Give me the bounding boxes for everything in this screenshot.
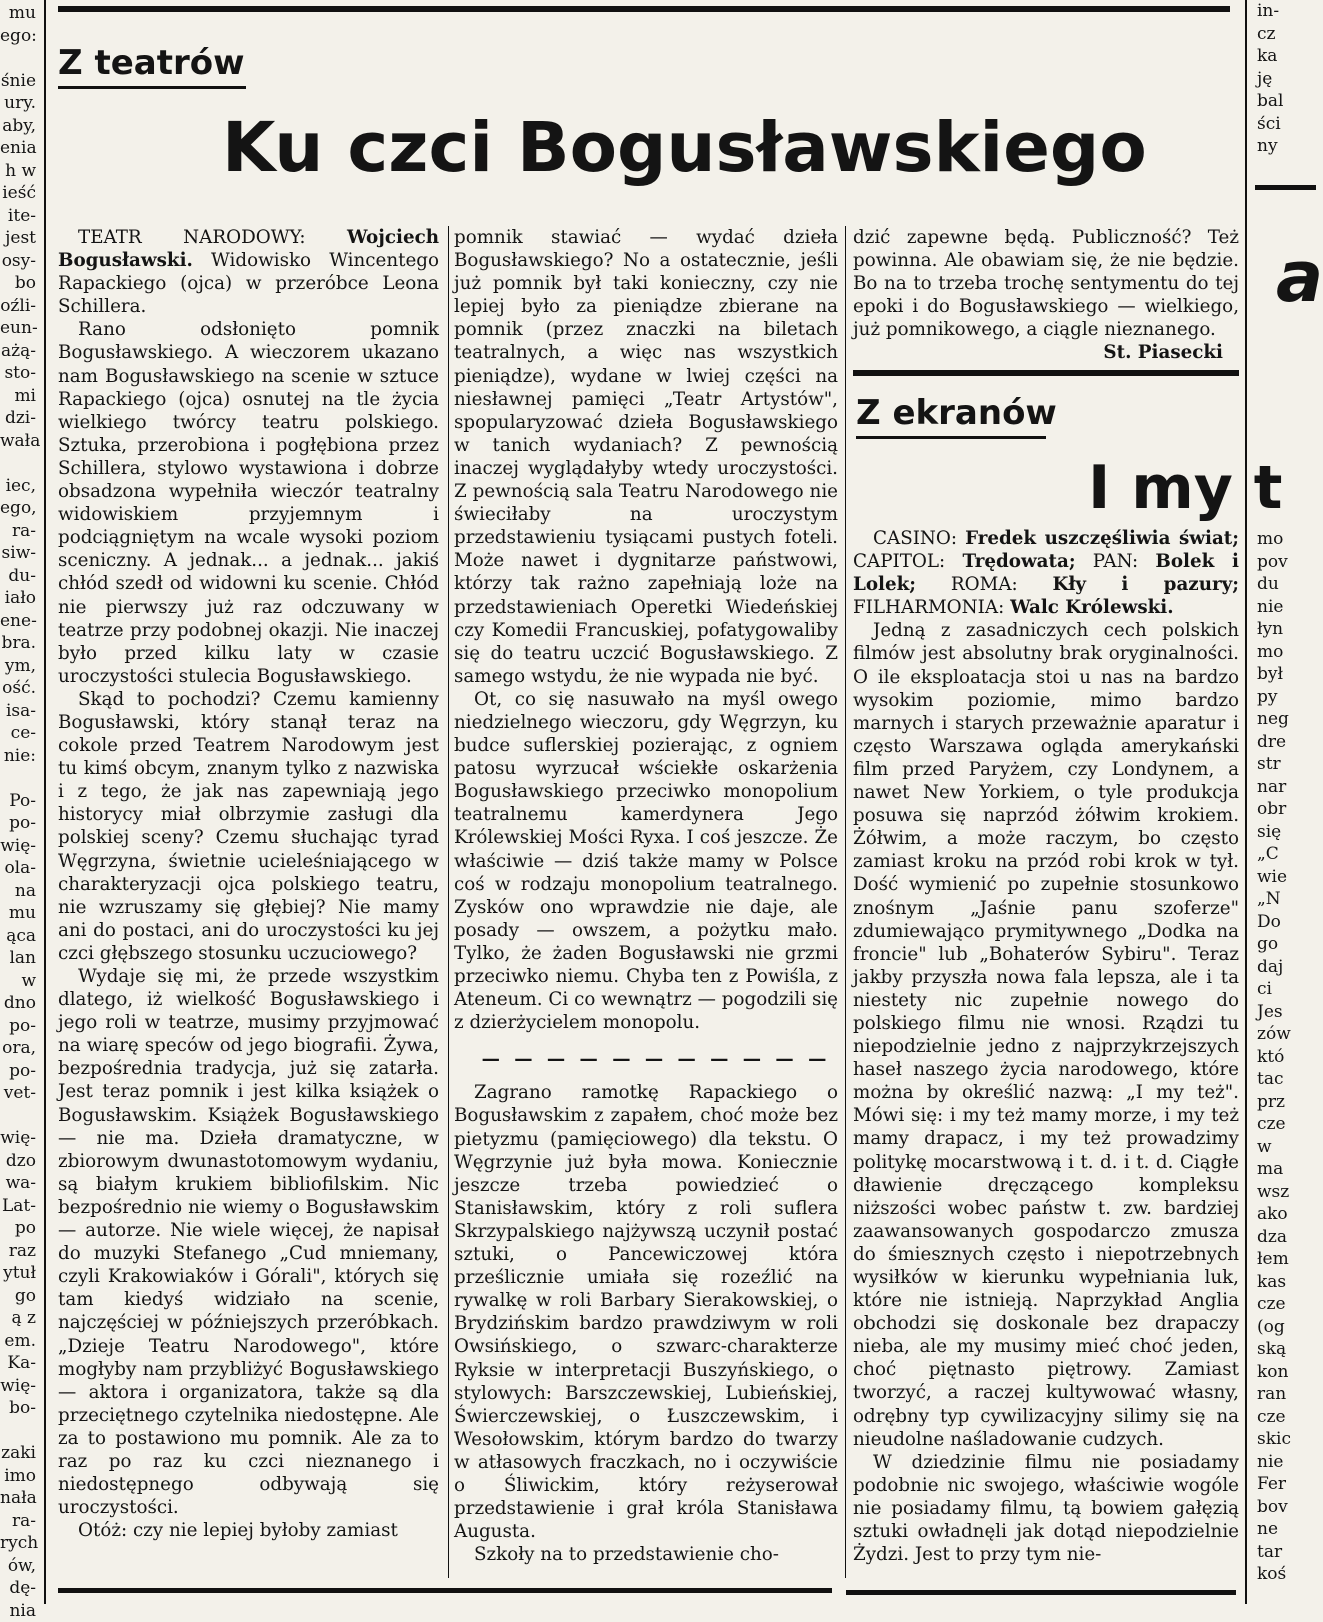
fragment-line: ym, [0,655,36,678]
fragment-line: łyn [1257,618,1316,641]
fragment-line [0,47,36,70]
fragment-line: isa- [0,700,36,723]
fragment-line: dza [1257,1226,1316,1249]
section-title-underline [856,436,1046,439]
fragment-line: dre [1257,731,1316,754]
fragment-line: ci [1257,978,1316,1001]
fragment-line: Jes [1257,1001,1316,1024]
cinema-name: PAN: [1076,551,1156,572]
fragment-line: du [1257,573,1316,596]
fragment-line [0,452,36,475]
fragment-line: eun- [0,317,36,340]
right-fragment-headline-glyph: a [1276,232,1323,322]
fragment-line: lan [0,947,36,970]
fragment-line: ce- [0,722,36,745]
fragment-line: nia [0,1600,36,1622]
fragment-line: ora, [0,1037,36,1060]
fragment-line: dno [0,992,36,1015]
fragment-line: osy- [0,250,36,273]
fragment-line: cz [1257,23,1316,46]
fragment-line: bo- [0,1397,36,1420]
fragment-line: Fer [1257,1473,1316,1496]
fragment-line: ran [1257,1383,1316,1406]
fragment-line: koś [1257,1563,1316,1586]
fragment-line: zaki [0,1442,36,1465]
paragraph: W dziedzinie filmu nie posiadamy podobnie nic swojego, właściwie wogóle nie posiadamy filmu, tą bowiem gałęzią sztuki owładnęli jak dotąd niepodzielnie Żydzi. Jest to przy tym nie- [853,1451,1239,1566]
fragment-line: „C [1257,843,1316,866]
fragment-line: py [1257,686,1316,709]
paragraph: dzić zapewne będą. Publiczność? Też powinna. Ale obawiam się, że nie będzie. Bo na to trzeba trochę sentymentu do tej epoki i do Bogusławskiego — wielkiego, już pomnikowego, a ciągle nieznanego. [853,226,1239,341]
left-column-fragment [0,2,36,1602]
fragment-line: bov [1257,1496,1316,1519]
fragment-line: wała [0,430,36,453]
article1-column-3 [853,226,1239,365]
fragment-line: pov [1257,551,1316,574]
fragment-line: bo [0,272,36,295]
section-title-ekrany: Z ekranów [856,393,1057,433]
fragment-line: sto- [0,362,36,385]
fragment-line: Po- [0,790,36,813]
fragment-line: oźli- [0,295,36,318]
fragment-line: mo [1257,528,1316,551]
cinema-name: CAPITOL: [853,551,962,572]
fragment-line: tar [1257,1541,1316,1564]
cinema-name: FILHARMONIA: [853,597,1010,618]
fragment-line: ieść [0,182,36,205]
fragment-line: po- [0,812,36,835]
left-vertical-rule [44,0,46,1604]
film-title: Kły i pazury; [1052,574,1239,595]
fragment-line: wię- [0,835,36,858]
author-signature: St. Piasecki [853,341,1239,364]
fragment-line: kon [1257,1361,1316,1384]
paragraph: Zagrano ramotkę Rapackiego o Bogusławskim z zapałem, choć może bez pietyzmu (pamięciowego) dla tekstu. O Węgrzynie już była mowa. Koniecznie jeszcze trzeba powiedzieć o Stanisławskim, który z roli suflera Skrzypalskiego najżywszą uczynił postać sztuki, o Pancewiczowej która prześlicznie umiała się rozeźlić na rywalkę w roli Barbary Sierakowskiej, o Brydzińskim bardzo prawdziwym w roli Owsińskiego, o szwarc-charakterze Ryksie w interpretacji Buszyńskiego, o stylowych: Barszczewskiej, Lubieńskiej, Świerczewskiej, o Łuszczewskim, i Wesołowskim, którym bardzo do twarzy w atłasowych fraczkach, no i oczywiście o Śliwickim, który reżyserował przedstawienie i grał króla Stanisława Augusta. [454,1081,838,1543]
fragment-line: ako [1257,1203,1316,1226]
cinema-name: ROMA: [916,574,1052,595]
fragment-line: wię- [0,1375,36,1398]
bottom-rule [58,1588,832,1593]
fragment-line: po- [0,1015,36,1038]
fragment-line: ego: [0,25,36,48]
fragment-line: (og [1257,1316,1316,1339]
fragment-line: zów [1257,1023,1316,1046]
fragment-line: na [0,880,36,903]
article-headline: Ku czci Bogusławskiego [222,105,1147,191]
fragment-line [0,767,36,790]
fragment-line: ne [1257,1518,1316,1541]
lead-play-title: Wojciech Bogusławski. [58,227,439,271]
paragraph: Ot, co się nasuwało na myśl owego niedzielnego wieczoru, gdy Węgrzyn, ku budce suflerskiej pozierając, z ogniem patosu wyrzucał wściekłe oskarżenia Bogusławskiego przeciwko monopolium teatralnemu kamerdynera Jego Królewskiej Mości Ryxa. I coś jeszcze. Że właściwie — dziś także mamy w Polsce coś w rodzaju monopolium teatralnego. Zysków ono wprawdzie nie daje, ale posady — owszem, a pożytku mało. Tylko, że żaden Bogusławski nie grzmi przeciwko niemu. Chyba ten z Powiśla, z Ateneum. Ci co wewnątrz — pogodzili się z dzierżycielem monopolu. [454,688,838,1034]
right-vertical-rule [1245,0,1247,1604]
fragment-line: imo [0,1465,36,1488]
fragment-line: ego, [0,497,36,520]
section-title-underline [58,86,246,89]
fragment-line: mo [1257,641,1316,664]
fragment-line: „N [1257,888,1316,911]
fragment-line: po- [0,1060,36,1083]
paragraph: Szkoły na to przedstawienie cho- [454,1543,838,1566]
fragment-line: cze [1257,1406,1316,1429]
fragment-line: w [1257,1136,1316,1159]
fragment-line [0,1105,36,1128]
fragment-line: nie: [0,745,36,768]
fragment-line: go [1257,933,1316,956]
fragment-line: Do [1257,911,1316,934]
right-column-fragment-top [1257,0,1316,170]
fragment-line: wię- [0,1127,36,1150]
fragment-line: mu [0,902,36,925]
fragment-line: dę- [0,1577,36,1600]
fragment-line: mi [0,385,36,408]
lead-venue: TEATR NARODOWY: [78,227,347,248]
fragment-line: nie [1257,596,1316,619]
fragment-line: łem [1257,1248,1316,1271]
film-title: Walc Królewski. [1010,597,1174,618]
column-rule [448,226,449,1578]
fragment-line: ola- [0,857,36,880]
article2-column [853,527,1239,1566]
fragment-line: enia [0,137,36,160]
fragment-line: ąca [0,925,36,948]
film-title: Bolek i Lolek; [853,551,1239,595]
cinema-name: CASINO: [873,528,965,549]
film-title: Fredek uszczęśliwia świat; [965,528,1239,549]
fragment-line: siw- [0,542,36,565]
fragment-line: wie [1257,866,1316,889]
fragment-line: cze [1257,1293,1316,1316]
cinema-listings [853,527,1239,619]
fragment-line: dzo [0,1150,36,1173]
fragment-line: któ [1257,1046,1316,1069]
fragment-line: się [1257,821,1316,844]
article2-headline: I my t [1088,450,1282,526]
paragraph: Rano odsłonięto pomnik Bogusławskiego. A wieczorem ukazano nam Bogusławskiego na scenie w sztuce Rapackiego (ojca) osnutej na tle życia wielkiego twórcy teatru polskiego. Sztuka, przerobiona i pogłębiona przez Schillera, stylowo wystawiona i dobrze obsadzona wypełniła wieczór teatralny widowiskiem przyjemnym i podciągniętym na wcale wysoki poziom sceniczny. A jednak... a jednak... jakiś chłód szedł od widowni ku scenie. Chłód nie pierwszy już raz odczuwany w teatrze przy podobnej okazji. Nie inaczej było przed kilku laty w czasie uroczystości stulecia Bogusławskiego. [58,318,439,688]
fragment-line: kas [1257,1271,1316,1294]
fragment-line: tac [1257,1068,1316,1091]
fragment-line: śnie [0,70,36,93]
fragment-line: h w [0,160,36,183]
fragment-line: ą z [0,1307,36,1330]
fragment-line: ytuł [0,1262,36,1285]
article2-top-rule [853,370,1239,376]
fragment-line: ra- [0,1510,36,1533]
fragment-line: str [1257,753,1316,776]
fragment-line: nie [1257,1451,1316,1474]
fragment-line: ny [1257,135,1316,158]
fragment-line: był [1257,663,1316,686]
fragment-line [0,1420,36,1443]
section-separator: — — — — — — — — — — — [454,1048,838,1071]
fragment-line: ów, [0,1555,36,1578]
fragment-line: po [0,1217,36,1240]
fragment-line: bal [1257,90,1316,113]
fragment-line: aby, [0,115,36,138]
column-rule [845,226,846,1578]
fragment-line: vet- [0,1082,36,1105]
fragment-line: neg [1257,708,1316,731]
fragment-line: iec, [0,475,36,498]
fragment-line: iało [0,587,36,610]
fragment-line: dzi- [0,407,36,430]
fragment-line: du- [0,565,36,588]
fragment-line: w [0,970,36,993]
fragment-line: ję [1257,68,1316,91]
fragment-line: Ka- [0,1352,36,1375]
article1-column-2 [454,226,838,1566]
film-title: Trędowata; [962,551,1075,572]
paragraph: Otóż: czy nie lepiej byłoby zamiast [58,1519,439,1542]
fragment-line: ene- [0,610,36,633]
fragment-line: skic [1257,1428,1316,1451]
fragment-line: ka [1257,45,1316,68]
fragment-line: obr [1257,798,1316,821]
fragment-line: mu [0,2,36,25]
paragraph: Jedną z zasadniczych cech polskich filmów jest absolutny brak oryginalności. O ile eksploatacja stoi u nas na bardzo wysokim poziomie, mimo bardzo marnych i starych przeważnie aparatur i często Warszawa ogląda amerykański film przed Paryżem, czy Londynem, a nawet New Yorkiem, o tyle produkcja posuwa się naprzód żółwim krokiem. Żółwim, a może raczym, bo często zamiast kroku na przód robi krok w tył. Dość wymienić po zupełnie stosunkowo znośnym „Jaśnie panu szoferze" zdumiewająco prymitywnego „Dodka na froncie" lub „Bohaterów Sybiru". Teraz jakby przyszła nowa fala lepsza, ale i ta niestety nic zupełnie nowego do polskiego filmu nie wnosi. Rządzi tu niepodzielnie jedno z najprzykrzejszych haseł naszego życia narodowego, które można by określić nazwą: „I my też". Mówi się: i my też mamy morze, i my też mamy drapacz, i my też prowadzimy politykę mocarstwową i t. d. i t. d. Ciągłe dławienie dręczącego kompleksu niższości wobec państw t. zw. bardziej zaawansowanych gospodarczo zmusza do śmiesznych często i niepotrzebnych wysiłków w kierunku wypełniania luk, które nie istnieją. Naprzykład Anglia obchodzi się doskonale bez drapaczy nieba, ale my musimy mieć choć jeden, choć piętnasto piętrowy. Zamiast tworzyć, a raczej kultywować własny, odrębny typ cywilizacyjny silimy się na nieudolne naśladowanie cudzych. [853,619,1239,1450]
fragment-line: nała [0,1487,36,1510]
fragment-line: bra. [0,632,36,655]
fragment-line: ści [1257,113,1316,136]
fragment-line: go [0,1285,36,1308]
section-title-teatry: Z teatrów [58,43,245,83]
fragment-line: wsz [1257,1181,1316,1204]
fragment-line: cze [1257,1113,1316,1136]
paragraph: Skąd to pochodzi? Czemu kamienny Bogusławski, który stanął teraz na cokole przed Teatrem Narodowym jest tu kimś obcym, znanym tylko z nazwiska i z tego, że jak nas zapewniają jego historycy miał olbrzymie zasługi dla polskiej sceny? Czemu słuchając tyrad Węgrzyna, świetnie ucieleśniającego w charakteryzacji ojca polskiego teatru, nie wzruszamy się głębiej? Nie mamy ani do postaci, ani do uroczystości ku jej czci głębszego stosunku uczuciowego? [58,688,439,965]
fragment-line: ite- [0,205,36,228]
fragment-line: daj [1257,956,1316,979]
top-rule [58,6,1230,12]
paragraph: Wydaje się mi, że przede wszystkim dlatego, iż wielkość Bogusławskiego i jego roli w teatrze, musimy przyjmować na wiarę speców od jego biografii. Żywa, bezpośrednia tradycja, już się zatarła. Jest teraz pomnik i jest kilka książek o Bogusławskim. Książek Bogusławskiego — nie ma. Dzieła dramatyczne, w zbiorowym dwunastotomowym wydaniu, są białym krukiem bibliofilskim. Nic bezpośrednio nie wiemy o Bogusławskim — autorze. Nie wiele więcej, że napisał do muzyki Stefanego „Cud mniemany, czyli Krakowiaków i Górali", których się tam kiedyś widziało na scenie, najczęściej w późniejszych przeróbkach. „Dzieje Teatru Narodowego", które mogłyby nam przybliżyć Bogusławskiego — aktora i organizatora, także są dla przeciętnego czytelnika niedostępne. Ale za to postawiono mu pomnik. Ale za to raz po raz ku czci nieznanego i niedostępnego odbywają się uroczystości. [58,965,439,1519]
paragraph: pomnik stawiać — wydać dzieła Bogusławskiego? No a ostatecznie, jeśli już pomnik był taki konieczny, czy nie lepiej było za pieniądze zbierane na pomnik (przez znaczki na biletach teatralnych, a więc nas wszystkich pieniądze), wydane w lwiej części na niesławnej pamięci „Teatr Artystów", spopularyzować dzieła Bogusławskiego w tanich wydaniach? Z pewnością inaczej wyglądałyby wtedy uroczystości. Z pewnością sala Teatru Narodowego nie świeciłaby na uroczystym przedstawieniu tysiącami pustych foteli. Może nawet i dygnitarze państwowi, którzy tak rażno zapełniają loże na przedstawieniach Operetki Wiedeńskiej czy Komedii Francuskiej, pofatygowaliby się do teatru uczcić Bogusławskiego. Z samego wstydu, że nie wypada nie być. [454,226,838,688]
fragment-line: rych [0,1532,36,1555]
fragment-line: wa- [0,1172,36,1195]
right-fragment-rule [1255,185,1316,190]
fragment-line: in- [1257,0,1316,23]
fragment-line: ość. [0,677,36,700]
fragment-line: ską [1257,1338,1316,1361]
fragment-line: ra- [0,520,36,543]
right-column-fragment-bottom [1257,528,1316,1598]
fragment-line: prz [1257,1091,1316,1114]
fragment-line: em. [0,1330,36,1353]
fragment-line: ażą- [0,340,36,363]
fragment-line: ma [1257,1158,1316,1181]
fragment-line: raz [0,1240,36,1263]
lead-credits: Widowisko Wincentego Rapackiego (ojca) w przeróbce Leona Schillera. [58,250,439,317]
article1-column-1 [58,226,439,1542]
fragment-line: nar [1257,776,1316,799]
fragment-line: jest [0,227,36,250]
fragment-line: ury. [0,92,36,115]
bottom-rule-right [846,1590,1236,1595]
fragment-line: Lat- [0,1195,36,1218]
